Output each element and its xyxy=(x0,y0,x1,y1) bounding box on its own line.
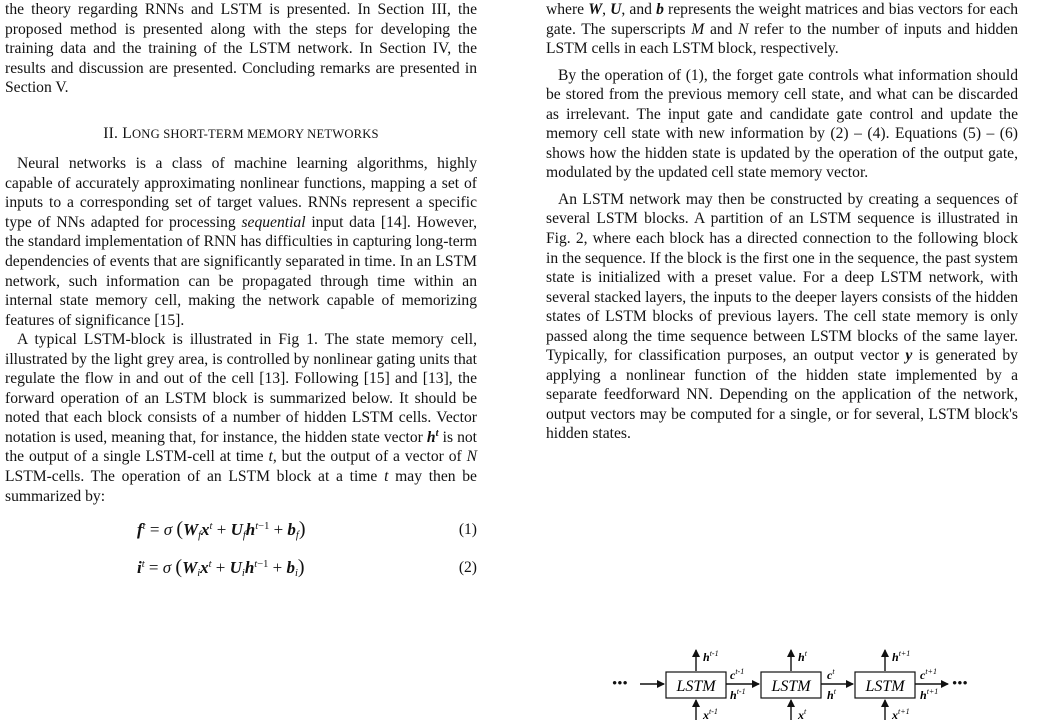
lstm-block-next-label: LSTM xyxy=(865,678,905,695)
paragraph-neural-networks: Neural networks is a class of machine learning algorithms, highly capable of accurately approximating nonlinear functions, mapping a set of inputs to a corresponding set of target values. RNNs represent a specific type of NNs adapted for processing sequential input data [14]. However, the standard implementation of RNN has difficulties in capturing long-term dependencies of events that are significantly separated in time. In an LSTM network, such information can be propagated through time within an internal state memory cell, making the network capable of memorizing features of significance [15]. xyxy=(5,155,477,329)
math-U: U xyxy=(610,1,622,18)
equation-1 xyxy=(5,518,477,544)
ellipsis-left: ••• xyxy=(612,676,628,692)
lstm-sequence-figure xyxy=(612,644,982,724)
label-c-next: $c^{t+1}$ xyxy=(920,667,937,682)
equation-2-expression: $i^t = \sigma$ $(W_ix^t + U_ih^{t-1} + b_i)$ xyxy=(137,556,305,580)
label-h-current: $h^t$ xyxy=(798,649,807,664)
math-M: M xyxy=(691,20,705,38)
label-h-next-link: $h^{t+1}$ xyxy=(920,687,939,702)
label-h-current-link: $h^t$ xyxy=(827,687,836,702)
equation-1-number: (1) xyxy=(458,521,477,539)
math-W: W xyxy=(588,1,603,18)
ellipsis-right: ••• xyxy=(952,676,968,692)
label-x-prev: $x^{t-1}$ xyxy=(703,707,718,722)
equation-1-expression: $f^t = \sigma$ $(W_fx^t + U_fh^{t-1} + b_f)$ xyxy=(137,518,306,542)
lstm-block-prev-label: LSTM xyxy=(676,678,716,695)
intro-paragraph-end: the theory regarding RNNs and LSTM is presented. In Section III, the proposed method is presented along with the steps for developing the training data and the training of the LSTM network. In Section IV, the results and discussion are presented. Concluding remarks are presented in Section V. xyxy=(5,1,477,97)
math-y: y xyxy=(905,347,913,365)
label-c-current: $c^t$ xyxy=(827,667,835,682)
section-title: LONG SHORT-TERM MEMORY NETWORKS xyxy=(122,124,379,142)
math-h-t: $h^t$ xyxy=(426,427,439,446)
math-b: b xyxy=(656,1,664,18)
left-column xyxy=(5,0,478,580)
section-numeral: II. xyxy=(103,124,119,142)
math-t-2: t xyxy=(384,468,389,486)
equation-2-number: (2) xyxy=(458,559,477,577)
math-t: t xyxy=(268,448,273,466)
section-heading xyxy=(5,124,477,145)
label-c-prev: $c^{t-1}$ xyxy=(730,667,745,682)
lstm-block-current-label: LSTM xyxy=(771,678,811,695)
paragraph-lstm-block: A typical LSTM-block is illustrated in Fig 1. The state memory cell, illustrated by the light grey area, is controlled by nonlinear gating units that regulate the flow in and out of the cell [13]. Following [15] and [13], the forward operation of an LSTM block is summarized below. It should be noted that each block consists of a number of hidden LSTM cells. Vector notation is used, meaning that, for instance, the hidden state vector $h^t$ is not the output of a single LSTM-cell at time t, but the output of a vector of N LSTM-cells. The operation of an LSTM block at a time t may then be summarized by: xyxy=(5,331,478,505)
label-x-next: $x^{t+1}$ xyxy=(892,707,910,722)
label-x-current: $x^t$ xyxy=(798,707,807,722)
paragraph-where: where W, U, and b represents the weight matrices and bias vectors for each gate. The superscripts M and N refer to the number of inputs and hidden LSTM cells in each LSTM block, respectively. xyxy=(546,1,1019,58)
right-column xyxy=(546,0,1018,444)
paragraph-lstm-network: An LSTM network may then be constructed by creating a sequences of several LSTM blocks. A partition of an LSTM sequence is illustrated in Fig. 2, where each block has a directed connection to the following block in the sequence. If the block is the first one in the sequence, the past system state is initialized with a preset value. For a deep LSTM network, with several stacked layers, the inputs to the deeper layers consists of the hidden states of LSTM blocks of previous layers. The cell state memory is only passed along the time sequence between LSTM blocks of the same layer. Typically, for classification purposes, an output vector y is generated by applying a nonlinear function of the hidden state implemented by a separate feedforward NN. Depending on the application of the network, output vectors may be computed for a single, or for several, LSTM block's hidden states. xyxy=(546,190,1018,443)
paragraph-forget-gate: By the operation of (1), the forget gate controls what information should be stored from the previous memory cell state, and what can be discarded as irrelevant. The input gate and candidate gate control and update the memory cell state with new information by (2) – (4). Equations (5) – (6) shows how the hidden state is updated by the operation of the output gate, modulated by the updated cell state memory vector. xyxy=(546,66,1018,182)
emphasis-sequential: sequential xyxy=(241,213,306,231)
label-h-next: $h^{t+1}$ xyxy=(892,649,911,664)
label-h-prev-link: $h^{t-1}$ xyxy=(730,687,746,702)
math-N-2: N xyxy=(738,20,749,38)
label-h-prev: $h^{t-1}$ xyxy=(703,649,719,664)
equation-2 xyxy=(5,556,477,580)
math-N: N xyxy=(466,448,478,466)
